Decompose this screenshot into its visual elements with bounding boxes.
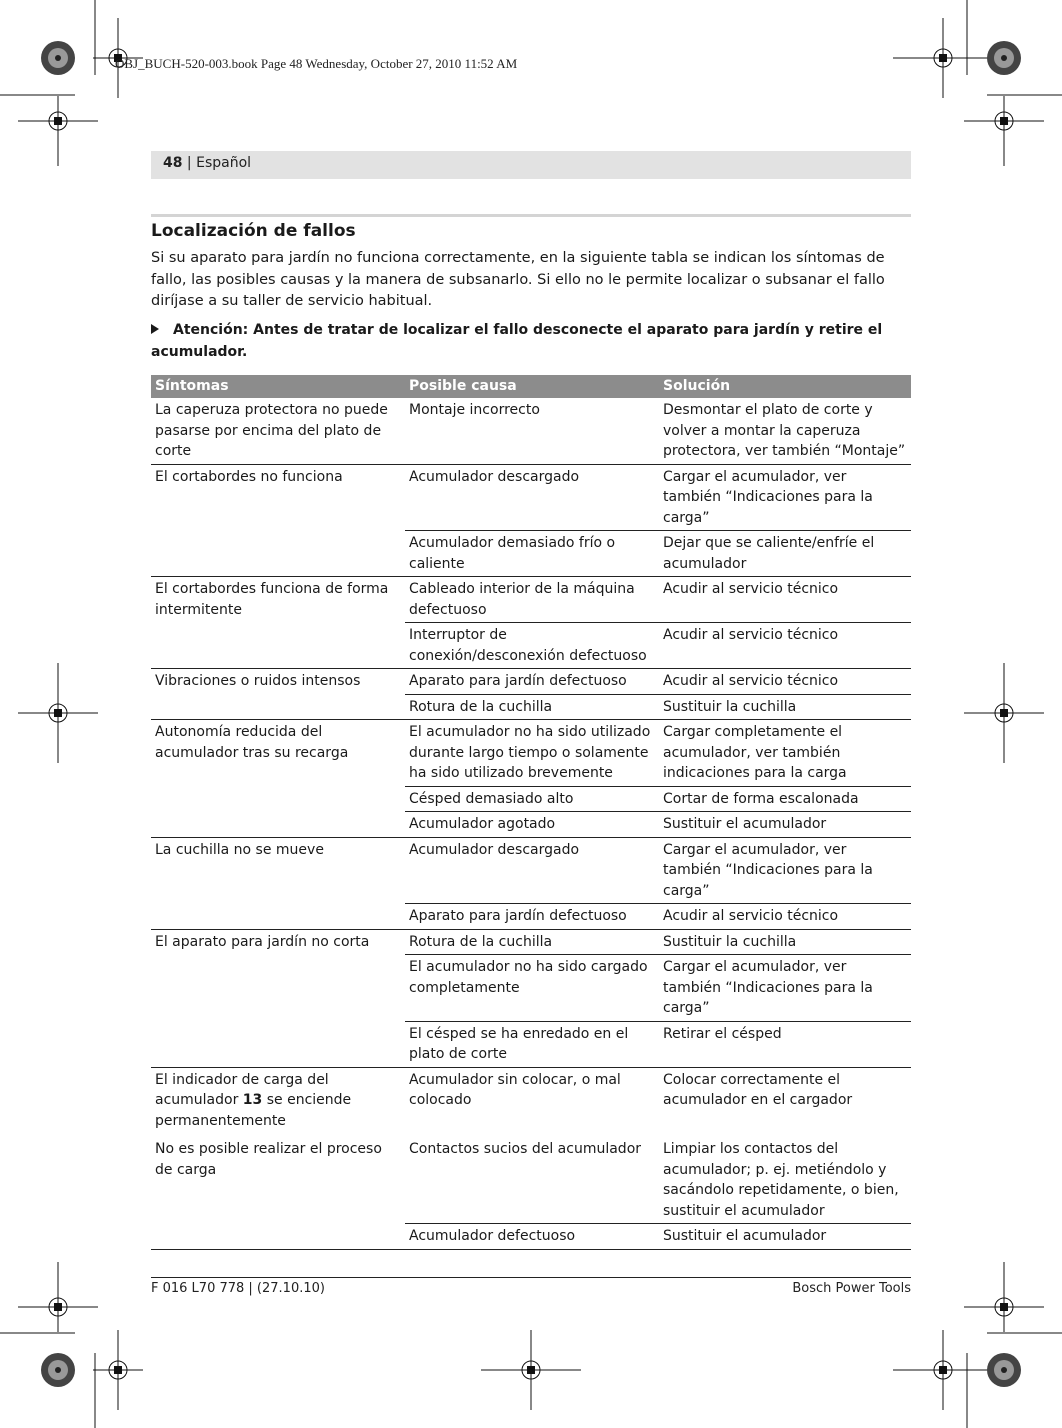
table-row bbox=[151, 812, 911, 838]
cause-cell: El acumulador no ha sido utilizado durante largo tiempo o solamente ha sido utilizado brevemente bbox=[405, 720, 659, 787]
solution-cell: Sustituir el acumulador bbox=[659, 1224, 911, 1250]
footer-doc-number: F 016 L70 778 | (27.10.10) bbox=[151, 1281, 325, 1296]
table-row bbox=[151, 955, 911, 1022]
table-row bbox=[151, 1133, 911, 1224]
cause-cell: Cableado interior de la máquina defectuoso bbox=[405, 577, 659, 623]
table-row bbox=[151, 1224, 911, 1250]
symptom-cell: No es posible realizar el proceso de carga bbox=[155, 1141, 382, 1178]
footer-rule bbox=[151, 1277, 911, 1278]
cause-cell: Montaje incorrecto bbox=[409, 402, 540, 418]
symptom-cell: Vibraciones o ruidos intensos bbox=[151, 669, 405, 695]
section-title: Localización de fallos bbox=[151, 221, 356, 241]
page-header-bar bbox=[151, 151, 911, 179]
solution-cell: Acudir al servicio técnico bbox=[659, 904, 911, 930]
solution-cell: Sustituir la cuchilla bbox=[659, 694, 911, 720]
table-row bbox=[151, 531, 911, 577]
table-row bbox=[151, 786, 911, 812]
symptom-cell bbox=[151, 1224, 405, 1250]
cause-cell: Césped demasiado alto bbox=[405, 786, 659, 812]
cause-cell: Rotura de la cuchilla bbox=[405, 929, 659, 955]
cause-cell: Acumulador descargado bbox=[405, 464, 659, 531]
table-row bbox=[151, 623, 911, 669]
table-row bbox=[151, 1067, 911, 1133]
cause-cell: Interruptor de conexión/desconexión defectuoso bbox=[405, 623, 659, 669]
symptom-cell: El cortabordes funciona de forma intermitente bbox=[151, 577, 405, 623]
cause-cell: Aparato para jardín defectuoso bbox=[405, 669, 659, 695]
table-header-row bbox=[151, 375, 911, 398]
solution-cell: Cargar completamente el acumulador, ver también indicaciones para la carga bbox=[659, 720, 911, 787]
symptom-cell: El aparato para jardín no corta bbox=[151, 929, 405, 955]
intro-paragraph: Si su aparato para jardín no funciona correctamente, en la siguiente tabla se indican los síntomas de fallo, las posibles causas y la manera de subsanarlo. Si ello no le permite localizar o subsanar el fallo diríjase a su taller de servicio habitual. bbox=[151, 250, 885, 309]
col-header-symptoms: Síntomas bbox=[151, 375, 405, 398]
table-row bbox=[151, 720, 911, 787]
solution-cell: Acudir al servicio técnico bbox=[659, 669, 911, 695]
warning-text: Atención: Antes de tratar de localizar el fallo desconecte el aparato para jardín y retire el acumulador. bbox=[151, 322, 883, 360]
page-number: 48 bbox=[163, 155, 183, 171]
cause-cell: Rotura de la cuchilla bbox=[405, 694, 659, 720]
cause-cell: Acumulador descargado bbox=[405, 837, 659, 904]
arrow-bullet-icon bbox=[151, 324, 159, 334]
table-row bbox=[151, 398, 911, 464]
solution-cell: Acudir al servicio técnico bbox=[659, 577, 911, 623]
symptom-cell bbox=[151, 1021, 405, 1067]
solution-cell: Limpiar los contactos del acumulador; p. ej. metiéndolo y sacándolo repetidamente, o bien, sustituir el acumulador bbox=[663, 1141, 899, 1219]
symptom-cell bbox=[151, 786, 405, 812]
table-row bbox=[151, 577, 911, 623]
table-row bbox=[151, 837, 911, 904]
cause-cell: Contactos sucios del acumulador bbox=[409, 1141, 642, 1157]
col-header-cause: Posible causa bbox=[405, 375, 659, 398]
symptom-cell: El cortabordes no funciona bbox=[151, 464, 405, 531]
symptom-cell bbox=[151, 694, 405, 720]
table-row bbox=[151, 904, 911, 930]
indicator-number: 13 bbox=[242, 1092, 263, 1108]
symptom-cell bbox=[151, 1067, 405, 1133]
cause-cell: Acumulador agotado bbox=[405, 812, 659, 838]
cause-cell: El césped se ha enredado en el plato de corte bbox=[405, 1021, 659, 1067]
symptom-text-post: se enciende permanentemente bbox=[155, 1092, 352, 1129]
symptom-text-pre: El indicador de carga del acumulador bbox=[155, 1071, 329, 1108]
solution-cell: Cortar de forma escalonada bbox=[659, 786, 911, 812]
footer-brand: Bosch Power Tools bbox=[792, 1281, 911, 1296]
col-header-solution: Solución bbox=[659, 375, 911, 398]
table-row bbox=[151, 1021, 911, 1067]
warning-note bbox=[151, 319, 911, 363]
symptom-cell: Autonomía reducida del acumulador tras su recarga bbox=[151, 720, 405, 787]
solution-cell: Sustituir la cuchilla bbox=[659, 929, 911, 955]
solution-cell: Colocar correctamente el acumulador en el cargador bbox=[659, 1067, 911, 1133]
cause-cell: Aparato para jardín defectuoso bbox=[405, 904, 659, 930]
section-rule bbox=[151, 214, 911, 217]
table-row bbox=[151, 929, 911, 955]
solution-cell: Desmontar el plato de corte y volver a montar la caperuza protectora, ver también “Montaje” bbox=[663, 402, 906, 459]
table-row bbox=[151, 464, 911, 531]
solution-cell: Cargar el acumulador, ver también “Indicaciones para la carga” bbox=[659, 464, 911, 531]
header-separator: | bbox=[182, 155, 197, 171]
symptom-cell bbox=[151, 812, 405, 838]
page-header bbox=[163, 155, 251, 171]
table-row bbox=[151, 669, 911, 695]
solution-cell: Acudir al servicio técnico bbox=[659, 623, 911, 669]
header-language: Español bbox=[196, 155, 252, 171]
table-row bbox=[151, 694, 911, 720]
solution-cell: Cargar el acumulador, ver también “Indicaciones para la carga” bbox=[659, 837, 911, 904]
symptom-cell: La cuchilla no se mueve bbox=[151, 837, 405, 904]
solution-cell: Retirar el césped bbox=[659, 1021, 911, 1067]
solution-cell: Dejar que se caliente/enfríe el acumulador bbox=[659, 531, 911, 577]
solution-cell: Cargar el acumulador, ver también “Indicaciones para la carga” bbox=[659, 955, 911, 1022]
troubleshooting-table bbox=[151, 375, 911, 1250]
symptom-cell bbox=[151, 955, 405, 1022]
print-slug: OBJ_BUCH-520-003.book Page 48 Wednesday, October 27, 2010 11:52 AM bbox=[115, 56, 518, 71]
cause-cell: Acumulador sin colocar, o mal colocado bbox=[405, 1067, 659, 1133]
symptom-cell: La caperuza protectora no puede pasarse por encima del plato de corte bbox=[155, 402, 388, 459]
symptom-cell bbox=[151, 531, 405, 577]
symptom-cell bbox=[151, 623, 405, 669]
cause-cell: Acumulador defectuoso bbox=[405, 1224, 659, 1250]
solution-cell: Sustituir el acumulador bbox=[659, 812, 911, 838]
cause-cell: Acumulador demasiado frío o caliente bbox=[405, 531, 659, 577]
symptom-cell bbox=[151, 904, 405, 930]
cause-cell: El acumulador no ha sido cargado completamente bbox=[405, 955, 659, 1022]
